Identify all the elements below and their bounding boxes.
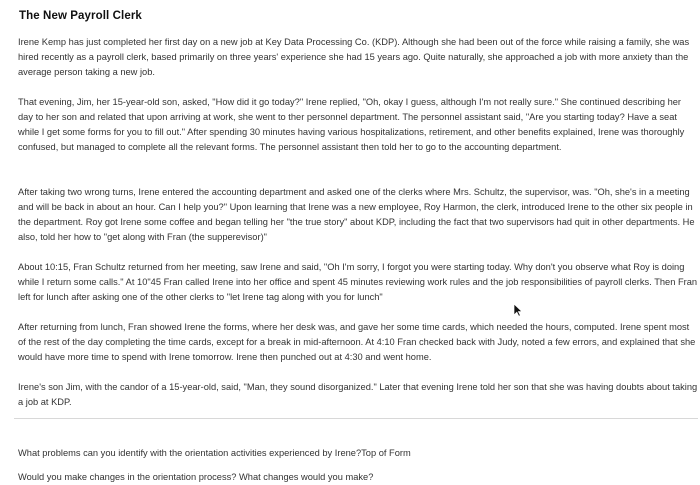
paragraph-1: Irene Kemp has just completed her first day on a new job at Key Data Processing Co. (KDP). Although she had been out of the force while raising a family, she was hired recently as a payroll clerk, based primarily on three years' experience she had 15 years ago. Quite naturally, she approached a job with more anxiety than the average person taking a new job. bbox=[18, 37, 690, 77]
paragraph-4: About 10:15, Fran Schultz returned from her meeting, saw Irene and said, "Oh I'm sorry, I forgot you were starting today. Why don't you observe what Roy is doing while I return some calls." At 10"45 Fran called Irene into her office and spent 45 minutes reviewing work rules and the job responsibilities of payroll clerks. Then Fran left for lunch after asking one of the other clerks to "let Irene tag along with you for lunch" bbox=[18, 262, 698, 302]
paragraph-2: That evening, Jim, her 15-year-old son, asked, "How did it go today?" Irene replied, "Oh, okay I guess, although I'm not really sure." She continued describing her day to her son and related that upon arriving at work, she went to ther personnel department. The personnel assistant said, "Are you starting today? Have a seat while I get some forms for you to fill out." After spending 30 minutes having various hospitalizations, retirement, and other benefits explained, Irene was thoroughly confused, but managed to complete all the relevant forms. The personnel assistant then told her to go to the accounting department. bbox=[18, 97, 685, 152]
paragraph-5: After returning from lunch, Fran showed Irene the forms, where her desk was, and gave her some time cards, which needed the hours, computed. Irene spent most of the rest of the day completing the time cards, except for a break in mid-afternoon. At 4:10 Fran checked back with Judy, noted a few errors, and explained that she would have more time to spend with Irene tomorrow. Irene then punched out at 4:30 and went home. bbox=[18, 322, 696, 362]
paragraph-3: After taking two wrong turns, Irene entered the accounting department and asked one of the clerks where Mrs. Schultz, the supervisor, was. "Oh, she's in a meeting and will be back in about an hour. Can I help you?" Upon learning that Irene was a new employee, Roy Harmon, the clerk, introduced Irene to the other six people in the department. Roy got Irene some coffee and began telling her "the true story" about KDP, including the fact that two supervisors had quit in other departments. He also, told her how to "get along with Fran (the supperevisor)" bbox=[18, 187, 695, 242]
mouse-cursor-icon bbox=[513, 303, 523, 317]
question-1: What problems can you identify with the orientation activities experienced by Irene?Top of Form bbox=[18, 448, 411, 458]
document-title: The New Payroll Clerk bbox=[19, 10, 142, 22]
paragraph-6: Irene's son Jim, with the candor of a 15-year-old, said, "Man, they sound disorganized." Later that evening Irene told her son that she was having doubts about taking a job at KDP. bbox=[18, 382, 698, 407]
section-divider bbox=[14, 418, 698, 419]
question-2: Would you make changes in the orientation process? What changes would you make? bbox=[18, 472, 374, 482]
